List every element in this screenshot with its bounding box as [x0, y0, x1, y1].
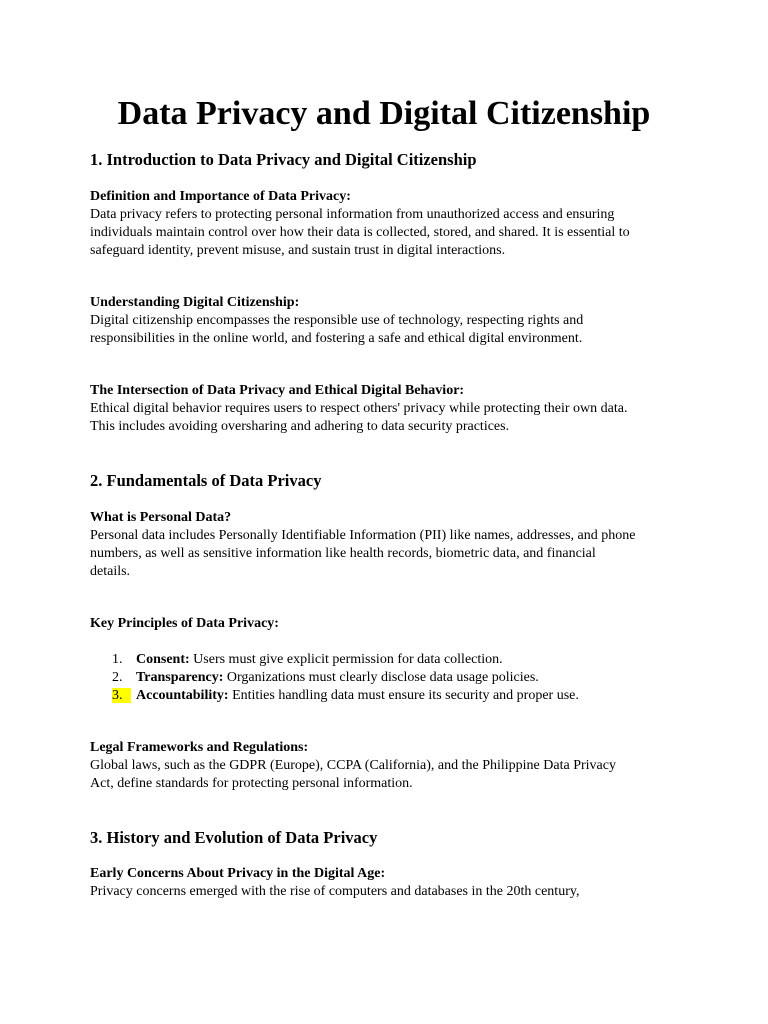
- intersection-line: This includes avoiding oversharing and adhering to data security practices.: [90, 419, 510, 434]
- legal-frameworks-line: Act, define standards for protecting personal information.: [90, 776, 413, 791]
- list-item: [136, 669, 539, 687]
- definition-heading: Definition and Importance of Data Privacy:: [90, 189, 351, 204]
- section-2-heading: 2. Fundamentals of Data Privacy: [90, 471, 322, 490]
- definition-line: safeguard identity, prevent misuse, and sustain trust in digital interactions.: [90, 243, 506, 258]
- principle-description: Entities handling data must ensure its security and proper use.: [228, 688, 579, 703]
- principle-description: Organizations must clearly disclose data usage policies.: [223, 670, 539, 685]
- key-principles-heading: Key Principles of Data Privacy:: [90, 616, 279, 631]
- personal-data-line: Personal data includes Personally Identifiable Information (PII) like names, addresses, and phone: [90, 528, 636, 543]
- highlight-mark: 3.: [112, 688, 131, 703]
- definition-line: individuals maintain control over how their data is collected, stored, and shared. It is essential to: [90, 225, 630, 240]
- intersection-heading: The Intersection of Data Privacy and Ethical Digital Behavior:: [90, 383, 465, 398]
- digital-citizenship-line: Digital citizenship encompasses the responsible use of technology, respecting rights and: [90, 313, 584, 328]
- document-title: Data Privacy and Digital Citizenship: [117, 95, 651, 132]
- list-number: 1.: [112, 652, 123, 667]
- early-concerns-line: Privacy concerns emerged with the rise of computers and databases in the 20th century,: [90, 884, 580, 899]
- legal-frameworks-line: Global laws, such as the GDPR (Europe), CCPA (California), and the Philippine Data Privacy: [90, 758, 616, 773]
- list-item: [136, 687, 579, 705]
- definition-line: Data privacy refers to protecting personal information from unauthorized access and ensuring: [90, 207, 615, 222]
- legal-frameworks-heading: Legal Frameworks and Regulations:: [90, 740, 309, 755]
- digital-citizenship-line: responsibilities in the online world, and fostering a safe and ethical digital environment.: [90, 331, 583, 346]
- section-3-heading: 3. History and Evolution of Data Privacy: [90, 828, 378, 847]
- principle-term: Consent:: [136, 652, 190, 667]
- list-item: [136, 651, 503, 669]
- personal-data-line: details.: [90, 564, 131, 579]
- section-1-heading: 1. Introduction to Data Privacy and Digital Citizenship: [90, 150, 477, 169]
- personal-data-line: numbers, as well as sensitive information like health records, biometric data, and financial: [90, 546, 596, 561]
- digital-citizenship-heading: Understanding Digital Citizenship:: [90, 295, 300, 310]
- personal-data-heading: What is Personal Data?: [90, 510, 232, 525]
- early-concerns-heading: Early Concerns About Privacy in the Digital Age:: [90, 866, 386, 881]
- intersection-line: Ethical digital behavior requires users to respect others' privacy while protecting their own data.: [90, 401, 628, 416]
- principle-description: Users must give explicit permission for data collection.: [189, 652, 503, 667]
- list-number-highlighted: [112, 687, 131, 705]
- principle-term: Accountability:: [136, 688, 229, 703]
- list-number: 2.: [112, 670, 123, 685]
- principle-term: Transparency:: [136, 670, 224, 685]
